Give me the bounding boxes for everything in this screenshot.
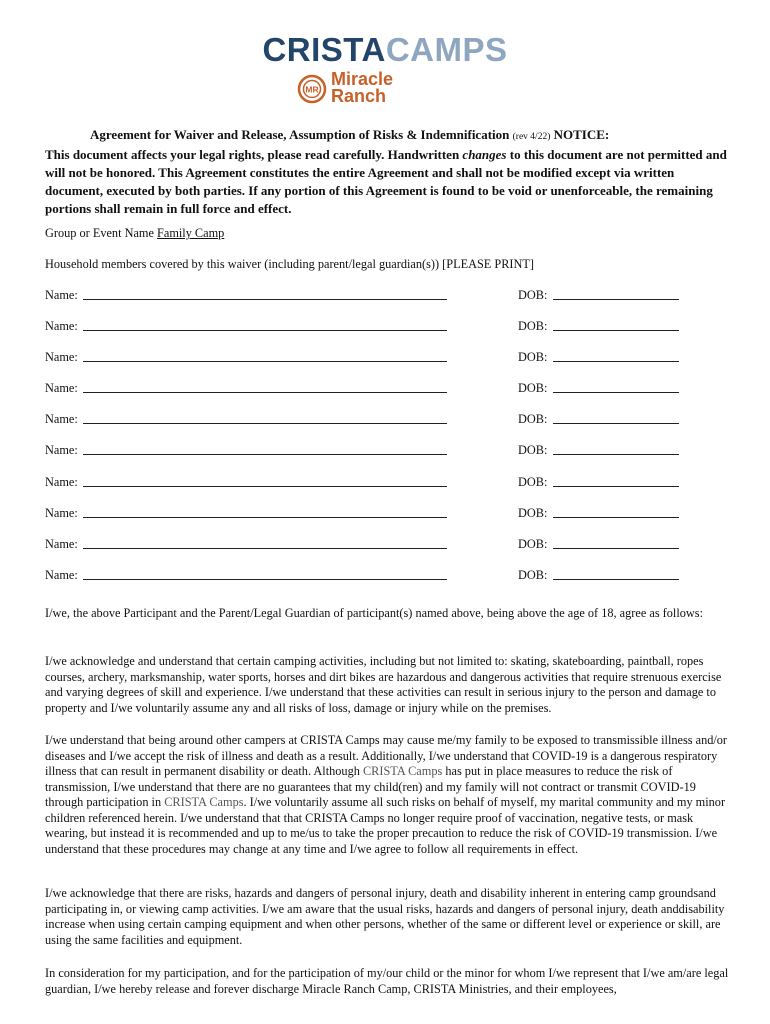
name-field[interactable] — [83, 423, 447, 424]
member-row — [45, 318, 685, 334]
member-row — [45, 442, 685, 458]
name-label: Name: — [45, 506, 78, 520]
dob-field[interactable] — [553, 548, 679, 549]
name-label: Name: — [45, 288, 78, 302]
name-label: Name: — [45, 381, 78, 395]
name-label: Name: — [45, 443, 78, 457]
dob-field[interactable] — [553, 517, 679, 518]
agreement-paragraph-4: I/we acknowledge that there are risks, hazards and dangers of personal injury, death and disability inherent in entering camp groundsand participating in, or viewing camp activities. I/we am aware that the usual risks, hazards and dangers of personal injury, death anddisability increase when using certain camping equipment and when other persons, whether of the same or different level or experience or skill, are using the same facilities and equipment. — [45, 886, 725, 947]
notice-emphasis: changes — [462, 147, 507, 162]
agreement-paragraph-2: I/we acknowledge and understand that certain camping activities, including but not limited to: skating, skateboarding, paintball, ropes courses, archery, marksmanship, water sports, horses and dirt bikes are hazardous and dangerous activities that require strenuous exercise and varying degrees of skill and experience. I/we understand that these activities can result in serious injury to the person and damage to property and I/we voluntarily assume any and all risks of loss, damage or injury while on the premises. — [45, 654, 722, 715]
name-field[interactable] — [83, 361, 447, 362]
revision-note: (rev 4/22) — [512, 132, 551, 142]
crista-camps-ref-2: CRISTA Camps — [164, 795, 244, 809]
svg-text:MR: MR — [305, 84, 319, 95]
member-row — [45, 287, 685, 303]
agreement-paragraph-5: In consideration for my participation, and for the participation of my/our child or the minor for whom I/we represent that I/we am/are legal guardian, I/we hereby release and forever discharge Miracle Ranch Camp, CRISTA Ministries, and their employees, — [45, 966, 729, 996]
miracle-ranch-emblem-icon — [297, 74, 327, 104]
group-event-line — [45, 225, 224, 241]
agreement-title-line — [45, 126, 735, 146]
name-label: Name: — [45, 537, 78, 551]
member-row — [45, 474, 685, 490]
crista-camps-ref-1: CRISTA Camps — [362, 764, 443, 778]
name-label: Name: — [45, 568, 78, 582]
dob-field[interactable] — [553, 361, 679, 362]
dob-label: DOB: — [518, 381, 548, 395]
miracle-ranch-logo — [297, 70, 437, 110]
dob-field[interactable] — [553, 330, 679, 331]
logo-crista: CRISTA — [262, 31, 386, 68]
covid-text-b: has put in place measures to reduce the risk of transmission, I/we understand that there are no guarantees that my child(ren) and my family will not contract or transmit COVID-19 through participation in — [45, 764, 696, 809]
dob-field[interactable] — [553, 423, 679, 424]
dob-label: DOB: — [518, 412, 548, 426]
dob-label: DOB: — [518, 288, 548, 302]
group-event-value[interactable]: Family Camp — [157, 226, 225, 240]
name-label: Name: — [45, 319, 78, 333]
dob-label: DOB: — [518, 319, 548, 333]
dob-label: DOB: — [518, 475, 548, 489]
name-label: Name: — [45, 475, 78, 489]
crista-camps-logo — [0, 30, 770, 70]
agreement-paragraph-1: I/we, the above Participant and the Parent/Legal Guardian of participant(s) named above, being above the age of 18, agree as follows: — [45, 606, 703, 620]
member-row — [45, 411, 685, 427]
name-label: Name: — [45, 350, 78, 364]
dob-label: DOB: — [518, 350, 548, 364]
dob-field[interactable] — [553, 299, 679, 300]
notice-label: NOTICE: — [553, 127, 610, 142]
notice-text-a: This document affects your legal rights, please read carefully. Handwritten — [45, 147, 460, 162]
member-row — [45, 349, 685, 365]
dob-field[interactable] — [553, 454, 679, 455]
covid-text-c: . I/we voluntarily assume all such risks on behalf of myself, my marital community and my minor children referenced herein. I/we understand that that CRISTA Camps no longer require proof of vaccination, negative tests, or mask wearing, but instead it is recommended and up to me/us to take the proper precaution to reduce the risk of COVID-19 transmission. I/we understand that these procedures may change at any time and I/we agree to follow all requirements in effect. — [45, 795, 726, 856]
household-label: Household members covered by this waiver (including parent/legal guardian(s)) [PLEASE PRINT] — [45, 257, 535, 271]
agreement-heading — [45, 126, 735, 218]
miracle-ranch-wordmark — [331, 71, 393, 105]
group-event-label: Group or Event Name — [45, 226, 154, 240]
dob-field[interactable] — [553, 392, 679, 393]
agreement-paragraph-3 — [45, 733, 735, 857]
dob-field[interactable] — [553, 486, 679, 487]
name-field[interactable] — [83, 486, 447, 487]
agreement-title: Agreement for Waiver and Release, Assumption of Risks & Indemnification — [90, 127, 510, 142]
name-field[interactable] — [83, 517, 447, 518]
covid-text-a: I/we understand that being around other campers at CRISTA Camps may cause me/my family to be exposed to transmissible illness and/or diseases and I/we accept the risk of illness and death as a result. Additionally, I/we understand that COVID-19 is a dangerous respiratory illness that can result in permanent disability or death. Although — [45, 733, 728, 778]
member-row — [45, 380, 685, 396]
dob-label: DOB: — [518, 568, 548, 582]
name-field[interactable] — [83, 579, 447, 580]
member-row — [45, 505, 685, 521]
dob-label: DOB: — [518, 537, 548, 551]
name-field[interactable] — [83, 299, 447, 300]
name-field[interactable] — [83, 548, 447, 549]
member-row — [45, 536, 685, 552]
name-field[interactable] — [83, 454, 447, 455]
name-label: Name: — [45, 412, 78, 426]
member-row — [45, 567, 685, 583]
logo-camps: CAMPS — [385, 31, 508, 68]
logo-miracle: Miracle — [331, 69, 394, 89]
name-field[interactable] — [83, 392, 447, 393]
name-field[interactable] — [83, 330, 447, 331]
dob-field[interactable] — [553, 579, 679, 580]
dob-label: DOB: — [518, 506, 548, 520]
notice-text-b: to this document are not permitted and will not be honored. This Agreement constitutes the entire Agreement and shall not be modified except via written document, executed by both parties. If any portion of this Agreement is found to be void or unenforceable, the remaining portions shall remain in full force and effect. — [45, 147, 727, 216]
logo-ranch: Ranch — [331, 86, 387, 106]
dob-label: DOB: — [518, 443, 548, 457]
